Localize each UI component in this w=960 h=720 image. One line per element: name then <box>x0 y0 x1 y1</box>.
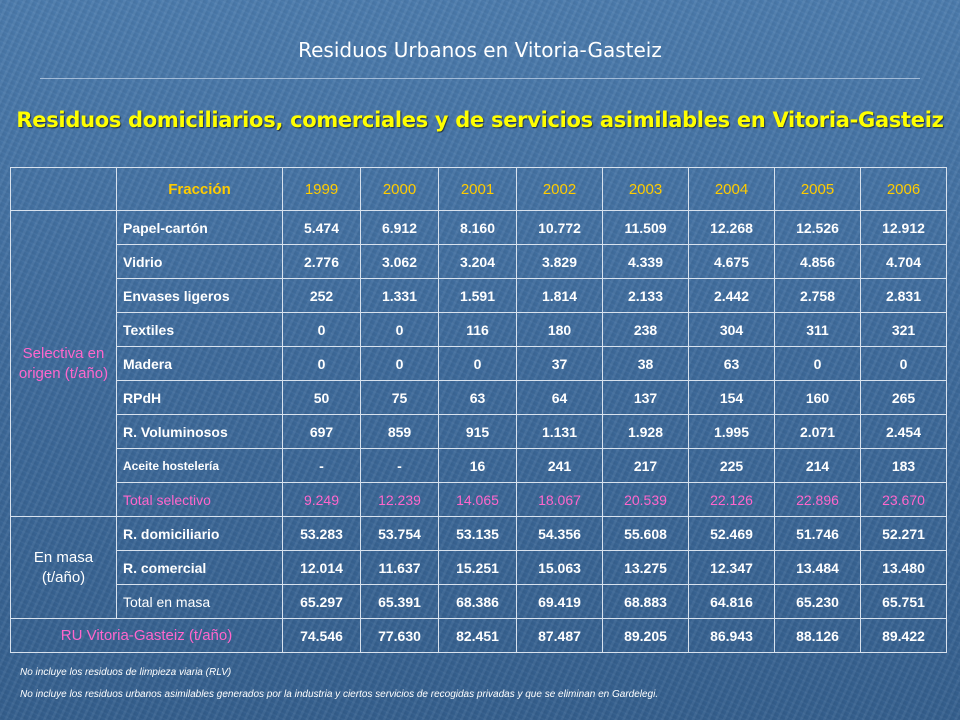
column-header-fraccion: Fracción <box>117 168 283 211</box>
data-cell: 13.480 <box>861 551 947 585</box>
column-header-year: 2001 <box>439 168 517 211</box>
column-header-year: 2006 <box>861 168 947 211</box>
data-cell: 53.283 <box>283 517 361 551</box>
data-cell: 180 <box>517 313 603 347</box>
data-cell: 2.776 <box>283 245 361 279</box>
data-cell: 52.469 <box>689 517 775 551</box>
data-cell: 1.814 <box>517 279 603 313</box>
row-label: R. Voluminosos <box>117 415 283 449</box>
row-label: Madera <box>117 347 283 381</box>
data-cell: 183 <box>861 449 947 483</box>
data-cell: 64.816 <box>689 585 775 619</box>
data-cell: 22.126 <box>689 483 775 517</box>
data-cell: 915 <box>439 415 517 449</box>
data-cell: 1.591 <box>439 279 517 313</box>
data-cell: 69.419 <box>517 585 603 619</box>
data-cell: 74.546 <box>283 619 361 653</box>
data-cell: 2.133 <box>603 279 689 313</box>
data-cell: 13.275 <box>603 551 689 585</box>
title-divider <box>40 78 920 79</box>
table-row <box>11 245 947 279</box>
group-label-selectiva: Selectiva en origen (t/año) <box>11 211 117 517</box>
data-cell: 1.928 <box>603 415 689 449</box>
data-cell: 3.829 <box>517 245 603 279</box>
data-cell: 37 <box>517 347 603 381</box>
table-row <box>11 279 947 313</box>
data-cell: 311 <box>775 313 861 347</box>
row-label: Vidrio <box>117 245 283 279</box>
data-cell: 4.339 <box>603 245 689 279</box>
data-cell: 2.758 <box>775 279 861 313</box>
data-cell: 2.442 <box>689 279 775 313</box>
data-cell: 68.386 <box>439 585 517 619</box>
data-cell: 321 <box>861 313 947 347</box>
data-cell: 12.347 <box>689 551 775 585</box>
data-cell: 12.912 <box>861 211 947 245</box>
data-cell: 304 <box>689 313 775 347</box>
data-cell: 14.065 <box>439 483 517 517</box>
data-cell: 65.297 <box>283 585 361 619</box>
data-cell: 0 <box>861 347 947 381</box>
data-cell: 10.772 <box>517 211 603 245</box>
data-cell: 64 <box>517 381 603 415</box>
column-header-year: 2004 <box>689 168 775 211</box>
table-row <box>11 483 947 517</box>
data-cell: 87.487 <box>517 619 603 653</box>
data-cell: 11.637 <box>361 551 439 585</box>
data-cell: 18.067 <box>517 483 603 517</box>
data-cell: 20.539 <box>603 483 689 517</box>
data-cell: 4.704 <box>861 245 947 279</box>
table-row <box>11 313 947 347</box>
data-cell: 52.271 <box>861 517 947 551</box>
data-cell: 77.630 <box>361 619 439 653</box>
row-label: Envases ligeros <box>117 279 283 313</box>
data-cell: 4.856 <box>775 245 861 279</box>
row-label: Total en masa <box>117 585 283 619</box>
data-cell: 0 <box>283 313 361 347</box>
data-cell: 154 <box>689 381 775 415</box>
data-cell: 75 <box>361 381 439 415</box>
data-cell: 2.454 <box>861 415 947 449</box>
footnote-2: No incluye los residuos urbanos asimilables generados por la industria y ciertos servicios de recogidas privadas y que se eliminan en Gardelegi. <box>20 689 659 700</box>
data-cell: 217 <box>603 449 689 483</box>
data-cell: 38 <box>603 347 689 381</box>
data-cell: 2.831 <box>861 279 947 313</box>
data-cell: 54.356 <box>517 517 603 551</box>
data-cell: 0 <box>283 347 361 381</box>
data-cell: 697 <box>283 415 361 449</box>
data-cell: 859 <box>361 415 439 449</box>
data-cell: 4.675 <box>689 245 775 279</box>
data-cell: 65.751 <box>861 585 947 619</box>
data-cell: 137 <box>603 381 689 415</box>
data-cell: 2.071 <box>775 415 861 449</box>
data-cell: 12.526 <box>775 211 861 245</box>
data-cell: 89.422 <box>861 619 947 653</box>
data-cell: 1.995 <box>689 415 775 449</box>
data-cell: 160 <box>775 381 861 415</box>
data-cell: 51.746 <box>775 517 861 551</box>
table-row <box>11 211 947 245</box>
data-cell: 23.670 <box>861 483 947 517</box>
data-cell: 12.268 <box>689 211 775 245</box>
data-cell: 1.331 <box>361 279 439 313</box>
data-cell: 116 <box>439 313 517 347</box>
data-cell: 50 <box>283 381 361 415</box>
row-label: RPdH <box>117 381 283 415</box>
data-cell: 0 <box>361 313 439 347</box>
table-row-total <box>11 619 947 653</box>
data-cell: 6.912 <box>361 211 439 245</box>
data-cell: 55.608 <box>603 517 689 551</box>
data-cell: 22.896 <box>775 483 861 517</box>
row-label: Textiles <box>117 313 283 347</box>
column-header-year: 2005 <box>775 168 861 211</box>
table-row <box>11 381 947 415</box>
data-cell: 9.249 <box>283 483 361 517</box>
data-cell: 12.239 <box>361 483 439 517</box>
data-cell: - <box>361 449 439 483</box>
row-label: Aceite hostelería <box>117 449 283 483</box>
data-cell: 53.135 <box>439 517 517 551</box>
data-cell: 238 <box>603 313 689 347</box>
row-label-ru-total: RU Vitoria-Gasteiz (t/año) <box>11 619 283 653</box>
table-row <box>11 551 947 585</box>
data-cell: 15.251 <box>439 551 517 585</box>
data-cell: 241 <box>517 449 603 483</box>
footnote-1: No incluye los residuos de limpieza viaria (RLV) <box>20 667 232 678</box>
data-cell: 3.204 <box>439 245 517 279</box>
data-cell: 0 <box>361 347 439 381</box>
data-cell: 86.943 <box>689 619 775 653</box>
group-label-masa: En masa (t/año) <box>11 517 117 619</box>
data-cell: 63 <box>689 347 775 381</box>
row-label: R. comercial <box>117 551 283 585</box>
data-cell: 65.391 <box>361 585 439 619</box>
data-cell: 68.883 <box>603 585 689 619</box>
data-cell: 63 <box>439 381 517 415</box>
data-cell: 15.063 <box>517 551 603 585</box>
data-cell: 12.014 <box>283 551 361 585</box>
table-row <box>11 517 947 551</box>
corner-cell <box>11 168 117 211</box>
row-label: Papel-cartón <box>117 211 283 245</box>
data-cell: 1.131 <box>517 415 603 449</box>
page-subtitle: Residuos domiciliarios, comerciales y de servicios asimilables en Vitoria-Gasteiz <box>16 108 944 132</box>
residuos-table <box>10 167 947 653</box>
data-cell: 0 <box>775 347 861 381</box>
page-title: Residuos Urbanos en Vitoria-Gasteiz <box>298 38 662 62</box>
data-cell: 82.451 <box>439 619 517 653</box>
column-header-year: 2002 <box>517 168 603 211</box>
column-header-year: 2003 <box>603 168 689 211</box>
column-header-year: 2000 <box>361 168 439 211</box>
data-cell: 0 <box>439 347 517 381</box>
data-cell: 13.484 <box>775 551 861 585</box>
data-cell: 214 <box>775 449 861 483</box>
row-label: R. domiciliario <box>117 517 283 551</box>
data-cell: 89.205 <box>603 619 689 653</box>
column-header-year: 1999 <box>283 168 361 211</box>
table-row <box>11 449 947 483</box>
data-cell: 65.230 <box>775 585 861 619</box>
table-row <box>11 415 947 449</box>
data-cell: 252 <box>283 279 361 313</box>
table-row <box>11 347 947 381</box>
data-cell: 8.160 <box>439 211 517 245</box>
table-header-row <box>11 168 947 211</box>
data-cell: 3.062 <box>361 245 439 279</box>
data-cell: 53.754 <box>361 517 439 551</box>
data-cell: 5.474 <box>283 211 361 245</box>
data-cell: 11.509 <box>603 211 689 245</box>
data-cell: 265 <box>861 381 947 415</box>
data-cell: - <box>283 449 361 483</box>
row-label: Total selectivo <box>117 483 283 517</box>
data-cell: 225 <box>689 449 775 483</box>
table-row <box>11 585 947 619</box>
data-cell: 16 <box>439 449 517 483</box>
data-cell: 88.126 <box>775 619 861 653</box>
